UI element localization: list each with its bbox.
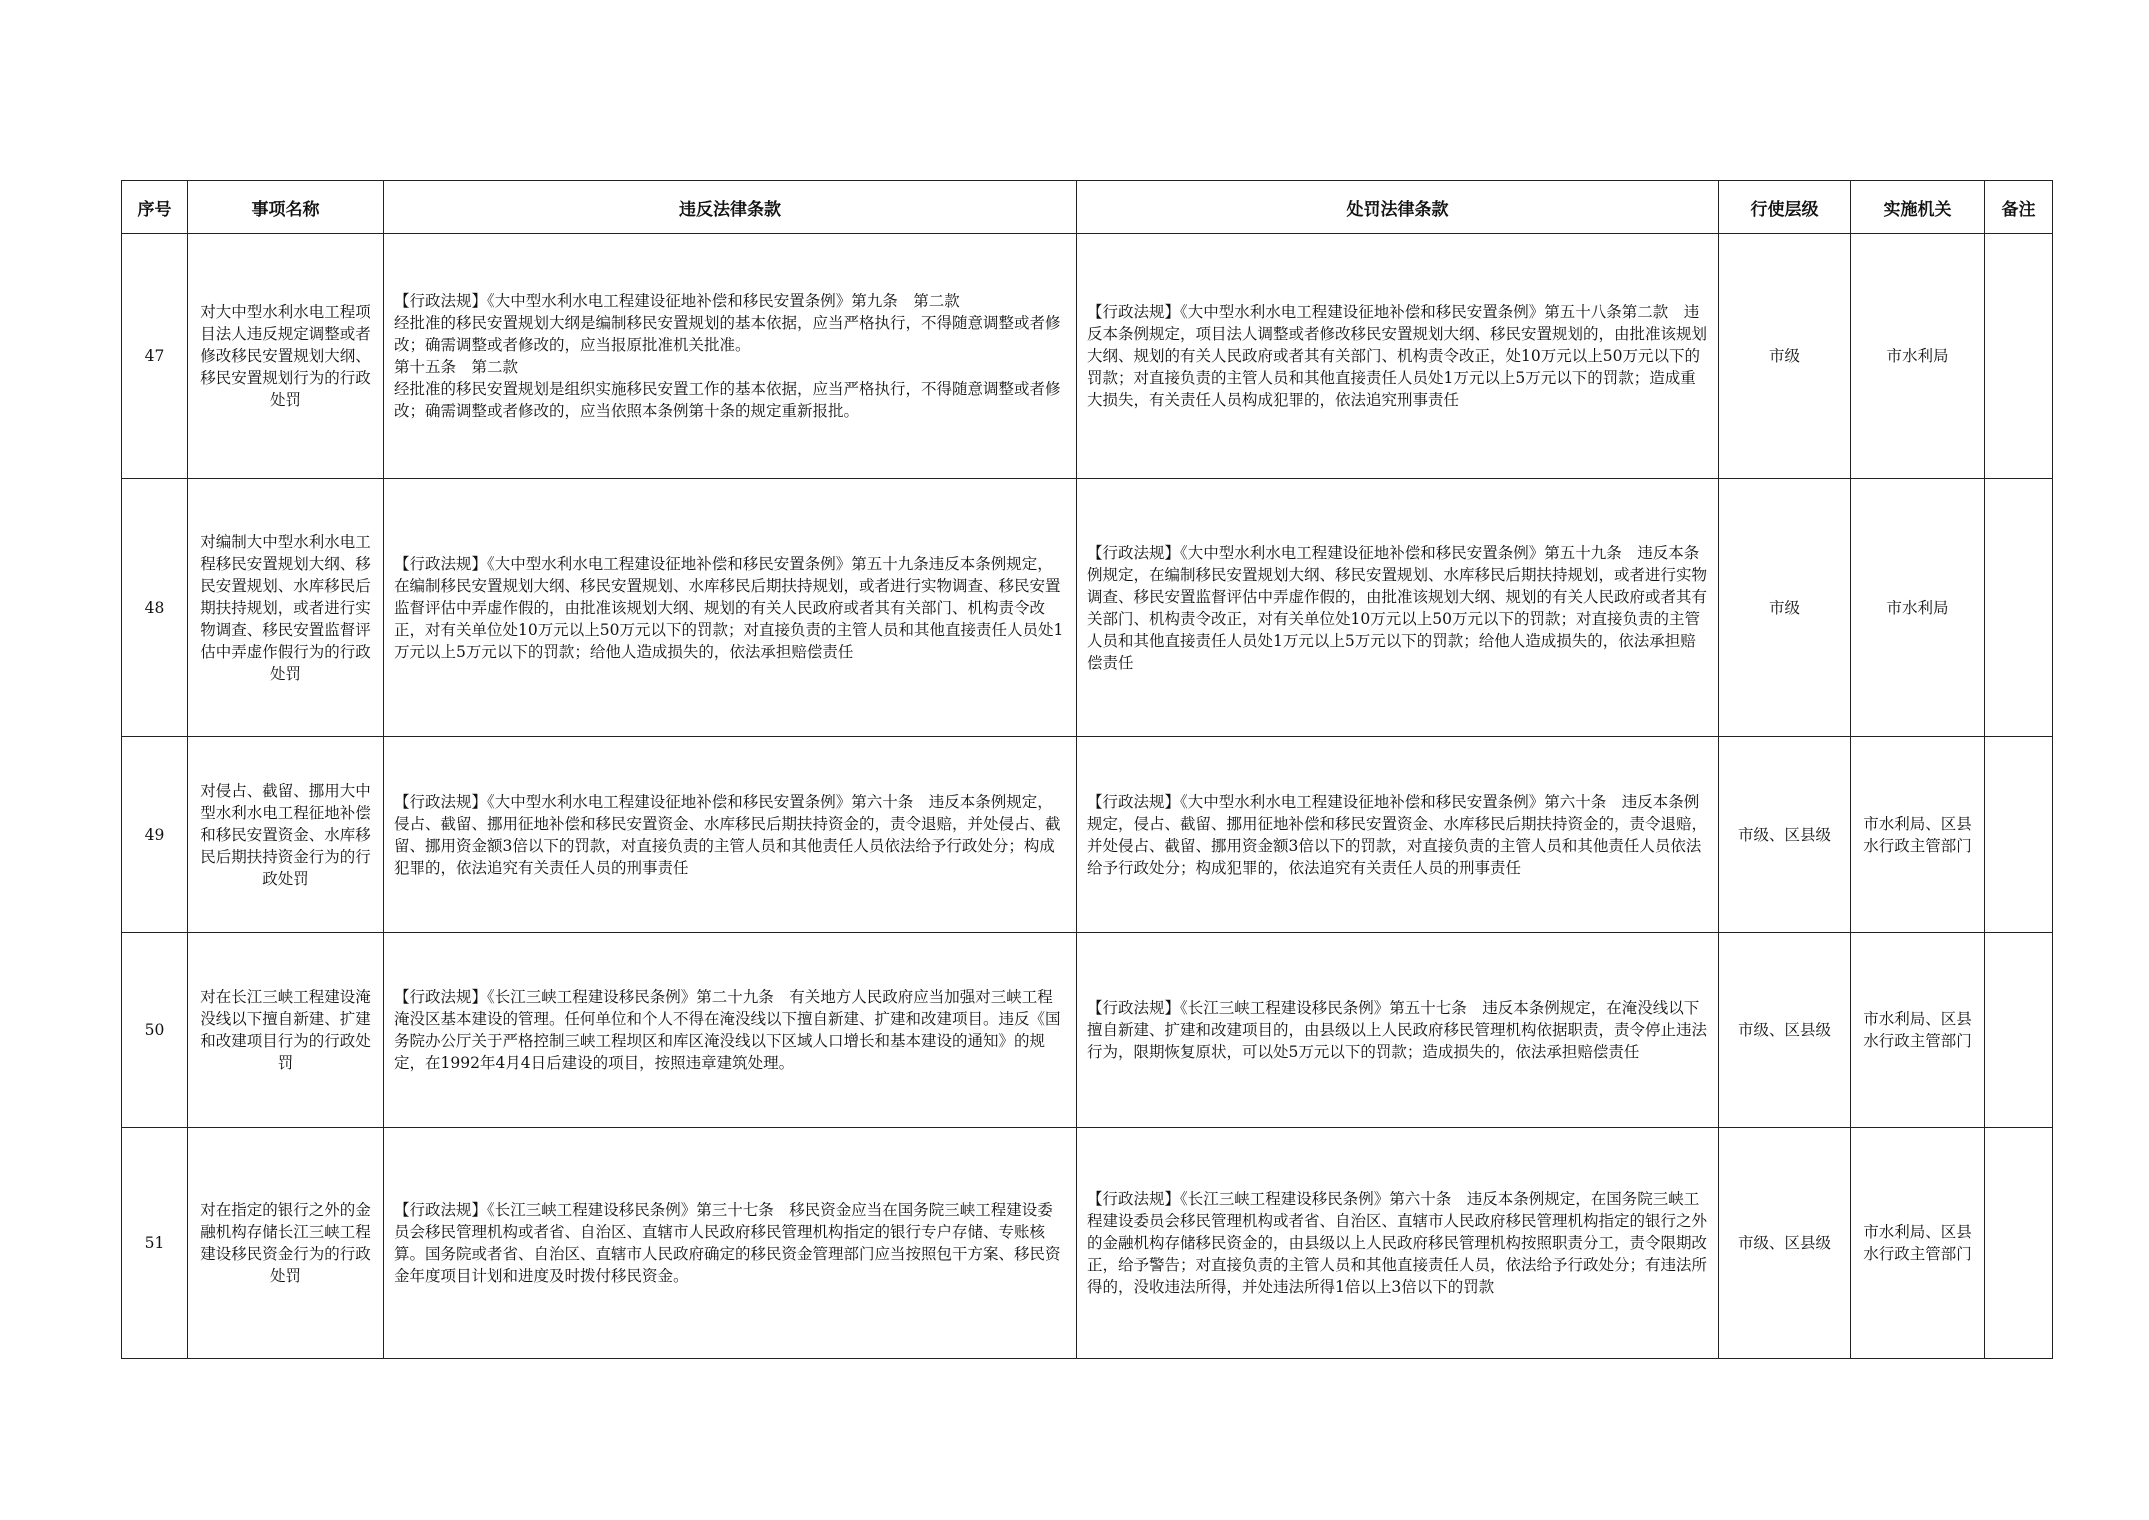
item-name: 对在指定的银行之外的金融机构存储长江三峡工程建设移民资金行为的行政处罚 xyxy=(188,1128,384,1359)
header-org: 实施机关 xyxy=(1851,181,1985,234)
remark xyxy=(1985,234,2053,479)
penalty-clause-paragraph: 【行政法规】《长江三峡工程建设移民条例》第五十七条 违反本条例规定，在淹没线以下擅自新建、扩建和改建项目的，由县级以上人民政府移民管理机构依据职责，责令停止违法行为，限期恢复原状，可以处5万元以下的罚款；造成损失的，依法承担赔偿责任 xyxy=(1087,999,1708,1061)
implementing-agency: 市水利局 xyxy=(1851,234,1985,479)
implementing-agency: 市水利局、区县水行政主管部门 xyxy=(1851,737,1985,933)
table-row xyxy=(122,234,2053,479)
violation-clause xyxy=(384,737,1077,933)
implementing-agency: 市水利局、区县水行政主管部门 xyxy=(1851,1128,1985,1359)
penalty-clause xyxy=(1077,1128,1719,1359)
row-number: 51 xyxy=(122,1128,188,1359)
violation-clause-paragraph: 第十五条 第二款 xyxy=(394,358,519,376)
row-number: 47 xyxy=(122,234,188,479)
penalty-clause-paragraph: 【行政法规】《大中型水利水电工程建设征地补偿和移民安置条例》第五十九条 违反本条例规定，在编制移民安置规划大纲、移民安置规划、水库移民后期扶持规划，或者进行实物调查、移民安置监督评估中弄虚作假的，由批准该规划大纲、规划的有关人民政府或者其有关部门、机构责令改正，对有关单位处10万元以上50万元以下的罚款；对直接负责的主管人员和其他直接责任人员处1万元以上5万元以下的罚款；给他人造成损失的，依法承担赔偿责任 xyxy=(1087,543,1708,672)
violation-clause xyxy=(384,234,1077,479)
penalty-clause xyxy=(1077,933,1719,1128)
violation-clause-paragraph: 【行政法规】《长江三峡工程建设移民条例》第二十九条 有关地方人民政府应当加强对三峡工程淹没区基本建设的管理。任何单位和个人不得在淹没线以下擅自新建、扩建和改建项目。违反《国务院办公厅关于严格控制三峡工程坝区和库区淹没线以下区域人口增长和基本建设的通知》的规定，在1992年4月4日后建设的项目，按照违章建筑处理。 xyxy=(394,988,1061,1072)
penalty-items-table xyxy=(121,180,2053,1359)
header-no: 序号 xyxy=(122,181,188,234)
penalty-clause-paragraph: 【行政法规】《长江三峡工程建设移民条例》第六十条 违反本条例规定，在国务院三峡工程建设委员会移民管理机构或者省、自治区、直辖市人民政府移民管理机构指定的银行之外的金融机构存储移民资金的，由县级以上人民政府移民管理机构按照职责分工，责令限期改正，给予警告；对直接负责的主管人员和其他直接责任人员，依法给予行政处分；有违法所得的，没收违法所得，并处违法所得1倍以上3倍以下的罚款 xyxy=(1087,1190,1708,1296)
exercise-level: 市级 xyxy=(1719,479,1851,737)
row-number: 49 xyxy=(122,737,188,933)
item-name: 对大中型水利水电工程项目法人违反规定调整或者修改移民安置规划大纲、移民安置规划行为的行政处罚 xyxy=(188,234,384,479)
exercise-level: 市级、区县级 xyxy=(1719,1128,1851,1359)
violation-clause-paragraph: 【行政法规】《大中型水利水电工程建设征地补偿和移民安置条例》第五十九条违反本条例规定，在编制移民安置规划大纲、移民安置规划、水库移民后期扶持规划，或者进行实物调查、移民安置监督评估中弄虚作假的，由批准该规划大纲、规划的有关人民政府或者其有关部门、机构责令改正，对有关单位处10万元以上50万元以下的罚款；对直接负责的主管人员和其他直接责任人员处1万元以上5万元以下的罚款；给他人造成损失的，依法承担赔偿责任 xyxy=(394,554,1064,661)
exercise-level: 市级、区县级 xyxy=(1719,933,1851,1128)
penalty-clause xyxy=(1077,737,1719,933)
implementing-agency: 市水利局、区县水行政主管部门 xyxy=(1851,933,1985,1128)
header-violation: 违反法律条款 xyxy=(384,181,1077,234)
header-row xyxy=(122,181,2053,234)
violation-clause-paragraph: 【行政法规】《大中型水利水电工程建设征地补偿和移民安置条例》第九条 第二款 xyxy=(394,292,960,310)
row-number: 50 xyxy=(122,933,188,1128)
table-row xyxy=(122,933,2053,1128)
item-name: 对在长江三峡工程建设淹没线以下擅自新建、扩建和改建项目行为的行政处罚 xyxy=(188,933,384,1128)
penalty-clause xyxy=(1077,479,1719,737)
exercise-level: 市级、区县级 xyxy=(1719,737,1851,933)
table-row xyxy=(122,737,2053,933)
remark xyxy=(1985,737,2053,933)
remark xyxy=(1985,479,2053,737)
violation-clause xyxy=(384,1128,1077,1359)
violation-clause xyxy=(384,933,1077,1128)
header-level: 行使层级 xyxy=(1719,181,1851,234)
remark xyxy=(1985,1128,2053,1359)
penalty-clause-paragraph: 【行政法规】《大中型水利水电工程建设征地补偿和移民安置条例》第五十八条第二款 违反本条例规定，项目法人调整或者修改移民安置规划大纲、移民安置规划的，由批准该规划大纲、规划的有关人民政府或者其有关部门、机构责令改正，处10万元以上50万元以下的罚款；对直接负责的主管人员和其他直接责任人员处1万元以上5万元以下的罚款；造成重大损失，有关责任人员构成犯罪的，依法追究刑事责任 xyxy=(1087,303,1708,409)
header-name: 事项名称 xyxy=(188,181,384,234)
table-body xyxy=(122,234,2053,1359)
header-remark: 备注 xyxy=(1985,181,2053,234)
table-row xyxy=(122,1128,2053,1359)
violation-clause-paragraph: 【行政法规】《长江三峡工程建设移民条例》第三十七条 移民资金应当在国务院三峡工程建设委员会移民管理机构或者省、自治区、直辖市人民政府移民管理机构指定的银行专户存储、专账核算。国务院或者省、自治区、直辖市人民政府确定的移民资金管理部门应当按照包干方案、移民资金年度项目计划和进度及时拨付移民资金。 xyxy=(394,1201,1061,1285)
violation-clause-paragraph: 【行政法规】《大中型水利水电工程建设征地补偿和移民安置条例》第六十条 违反本条例规定，侵占、截留、挪用征地补偿和移民安置资金、水库移民后期扶持资金的，责令退赔，并处侵占、截留、挪用资金额3倍以下的罚款，对直接负责的主管人员和其他责任人员依法给予行政处分；构成犯罪的，依法追究有关责任人员的刑事责任 xyxy=(394,792,1061,877)
exercise-level: 市级 xyxy=(1719,234,1851,479)
table-row xyxy=(122,479,2053,737)
penalty-clause xyxy=(1077,234,1719,479)
implementing-agency: 市水利局 xyxy=(1851,479,1985,737)
header-penalty: 处罚法律条款 xyxy=(1077,181,1719,234)
remark xyxy=(1985,933,2053,1128)
row-number: 48 xyxy=(122,479,188,737)
violation-clause-paragraph: 经批准的移民安置规划是组织实施移民安置工作的基本依据，应当严格执行，不得随意调整或者修改；确需调整或者修改的，应当依照本条例第十条的规定重新报批。 xyxy=(394,380,1061,420)
item-name: 对编制大中型水利水电工程移民安置规划大纲、移民安置规划、水库移民后期扶持规划，或者进行实物调查、移民安置监督评估中弄虚作假行为的行政处罚 xyxy=(188,479,384,737)
penalty-clause-paragraph: 【行政法规】《大中型水利水电工程建设征地补偿和移民安置条例》第六十条 违反本条例规定，侵占、截留、挪用征地补偿和移民安置资金、水库移民后期扶持资金的，责令退赔，并处侵占、截留、挪用资金额3倍以下的罚款，对直接负责的主管人员和其他责任人员依法给予行政处分；构成犯罪的，依法追究有关责任人员的刑事责任 xyxy=(1087,792,1708,877)
item-name: 对侵占、截留、挪用大中型水利水电工程征地补偿和移民安置资金、水库移民后期扶持资金行为的行政处罚 xyxy=(188,737,384,933)
violation-clause-paragraph: 经批准的移民安置规划大纲是编制移民安置规划的基本依据，应当严格执行，不得随意调整或者修改；确需调整或者修改的，应当报原批准机关批准。 xyxy=(394,314,1061,354)
violation-clause xyxy=(384,479,1077,737)
